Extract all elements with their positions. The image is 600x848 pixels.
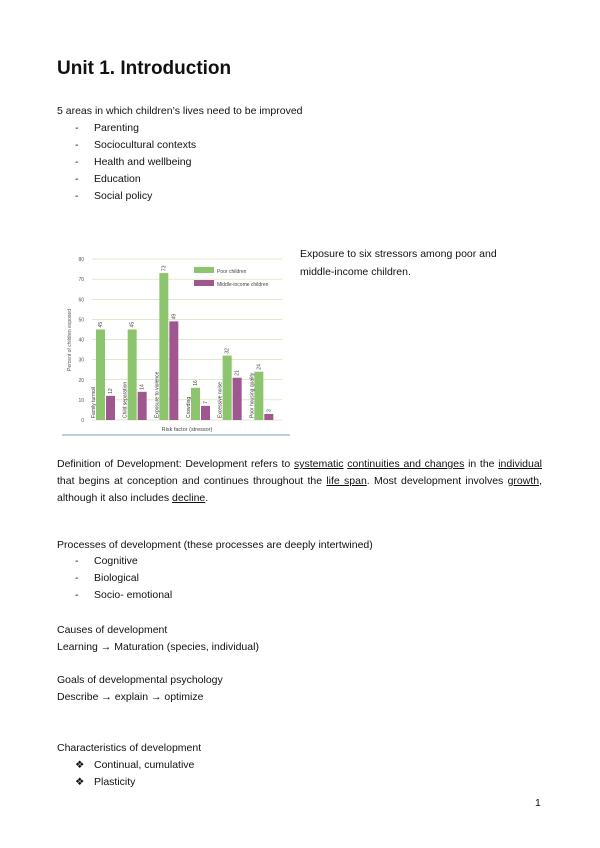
bar-value-label: 14 — [139, 384, 146, 390]
chart-caption — [300, 245, 497, 281]
list-item — [75, 555, 138, 567]
bar-poor — [96, 329, 105, 420]
list-item — [75, 759, 194, 771]
list-item-label: Social policy — [94, 190, 153, 202]
bar-value-label: 3 — [266, 409, 273, 412]
caption-line: Exposure to six stressors among poor and — [300, 248, 497, 260]
bar-middle-income — [169, 321, 178, 420]
goals-heading: Goals of developmental psychology — [57, 674, 223, 686]
y-tick-label: 60 — [78, 297, 84, 304]
list-item — [75, 572, 139, 584]
caption-line: middle-income children. — [300, 266, 411, 278]
diamond-bullet-icon: ❖ — [75, 776, 85, 788]
bar-value-label: 32 — [224, 348, 231, 354]
bar-value-label: 16 — [193, 380, 199, 386]
list-item — [75, 190, 152, 202]
bar-middle-income — [106, 396, 115, 420]
goals-text: Describe → explain → optimize — [57, 691, 204, 703]
legend-swatch — [194, 267, 214, 273]
list-item-label: Cognitive — [94, 555, 138, 567]
legend-label: Middle-income children — [217, 282, 269, 288]
list-item-label: Sociocultural contexts — [94, 139, 197, 151]
bar-value-label: 73 — [161, 265, 168, 272]
bar-middle-income — [201, 406, 210, 420]
y-tick-label: 50 — [78, 317, 84, 324]
list-item — [75, 156, 191, 168]
category-label: Child separation — [122, 381, 129, 418]
bar-poor — [128, 329, 137, 420]
dash-bullet: - — [75, 122, 79, 134]
bar-value-label: 24 — [256, 364, 263, 370]
bar-middle-income — [233, 378, 242, 420]
legend-swatch — [194, 280, 214, 286]
stressor-bar-chart — [62, 245, 290, 437]
list-item-label: Plasticity — [94, 776, 136, 788]
definition-paragraph: Definition of Development: Development refers to systematic continuities and changes in the individual that begins at conception and continues throughout the life span. Most development involves growth, although it also includes decline. — [57, 458, 542, 504]
category-label: Excessive noise — [217, 382, 224, 418]
y-tick-label: 30 — [78, 357, 84, 364]
y-axis-label: Percent of children exposed — [67, 309, 73, 371]
list-item-label: Socio- emotional — [94, 589, 173, 601]
bar-value-label: 45 — [129, 321, 136, 328]
y-tick-label: 80 — [78, 257, 84, 263]
category-label: Crowding — [186, 396, 192, 418]
page-title: Unit 1. Introduction — [57, 58, 232, 79]
list-item-label: Continual, cumulative — [94, 759, 195, 771]
bar-value-label: 49 — [171, 313, 178, 320]
dash-bullet: - — [75, 156, 79, 168]
bar-value-label: 12 — [108, 388, 114, 394]
list-item-label: Education — [94, 173, 141, 185]
y-tick-label: 0 — [81, 418, 84, 424]
legend-label: Poor children — [217, 269, 247, 275]
category-label: Family turmoil — [91, 386, 97, 418]
characteristics-heading: Characteristics of development — [57, 742, 202, 754]
bar-poor — [254, 372, 263, 420]
causes-text: Learning → Maturation (species, individual) — [57, 641, 259, 653]
x-axis-label: Risk factor (stressor) — [161, 427, 213, 433]
list-item-label: Health and wellbeing — [94, 156, 192, 168]
bar-poor — [223, 356, 232, 420]
bar-value-label: 21 — [234, 370, 241, 376]
dash-bullet: - — [75, 190, 79, 202]
bar-middle-income — [138, 392, 147, 420]
list-item-label: Parenting — [94, 122, 139, 134]
list-item — [75, 173, 141, 185]
y-tick-label: 40 — [78, 337, 84, 344]
dash-bullet: - — [75, 589, 79, 601]
list-item — [75, 139, 196, 151]
bar-poor — [159, 273, 168, 420]
list-item-label: Biological — [94, 572, 139, 584]
areas-heading: 5 areas in which children’s lives need to be improved — [57, 105, 303, 117]
category-label: Poor housing quality — [249, 372, 256, 418]
bar-middle-income — [264, 414, 273, 420]
dash-bullet: - — [75, 139, 79, 151]
processes-heading: Processes of development (these processes are deeply intertwined) — [57, 539, 373, 551]
list-item — [75, 122, 139, 134]
y-tick-label: 70 — [78, 277, 84, 284]
bar-value-label: 7 — [203, 401, 209, 404]
category-label: Exposure to violence — [154, 371, 161, 418]
causes-heading: Causes of development — [57, 624, 168, 636]
y-tick-label: 10 — [78, 397, 84, 404]
dash-bullet: - — [75, 572, 79, 584]
bar-value-label: 45 — [98, 321, 104, 328]
y-tick-label: 20 — [78, 377, 84, 384]
diamond-bullet-icon: ❖ — [75, 759, 85, 771]
list-item — [75, 589, 172, 601]
page-number: 1 — [535, 797, 541, 809]
bar-poor — [191, 388, 200, 420]
list-item — [75, 776, 135, 788]
dash-bullet: - — [75, 555, 79, 567]
dash-bullet: - — [75, 173, 79, 185]
